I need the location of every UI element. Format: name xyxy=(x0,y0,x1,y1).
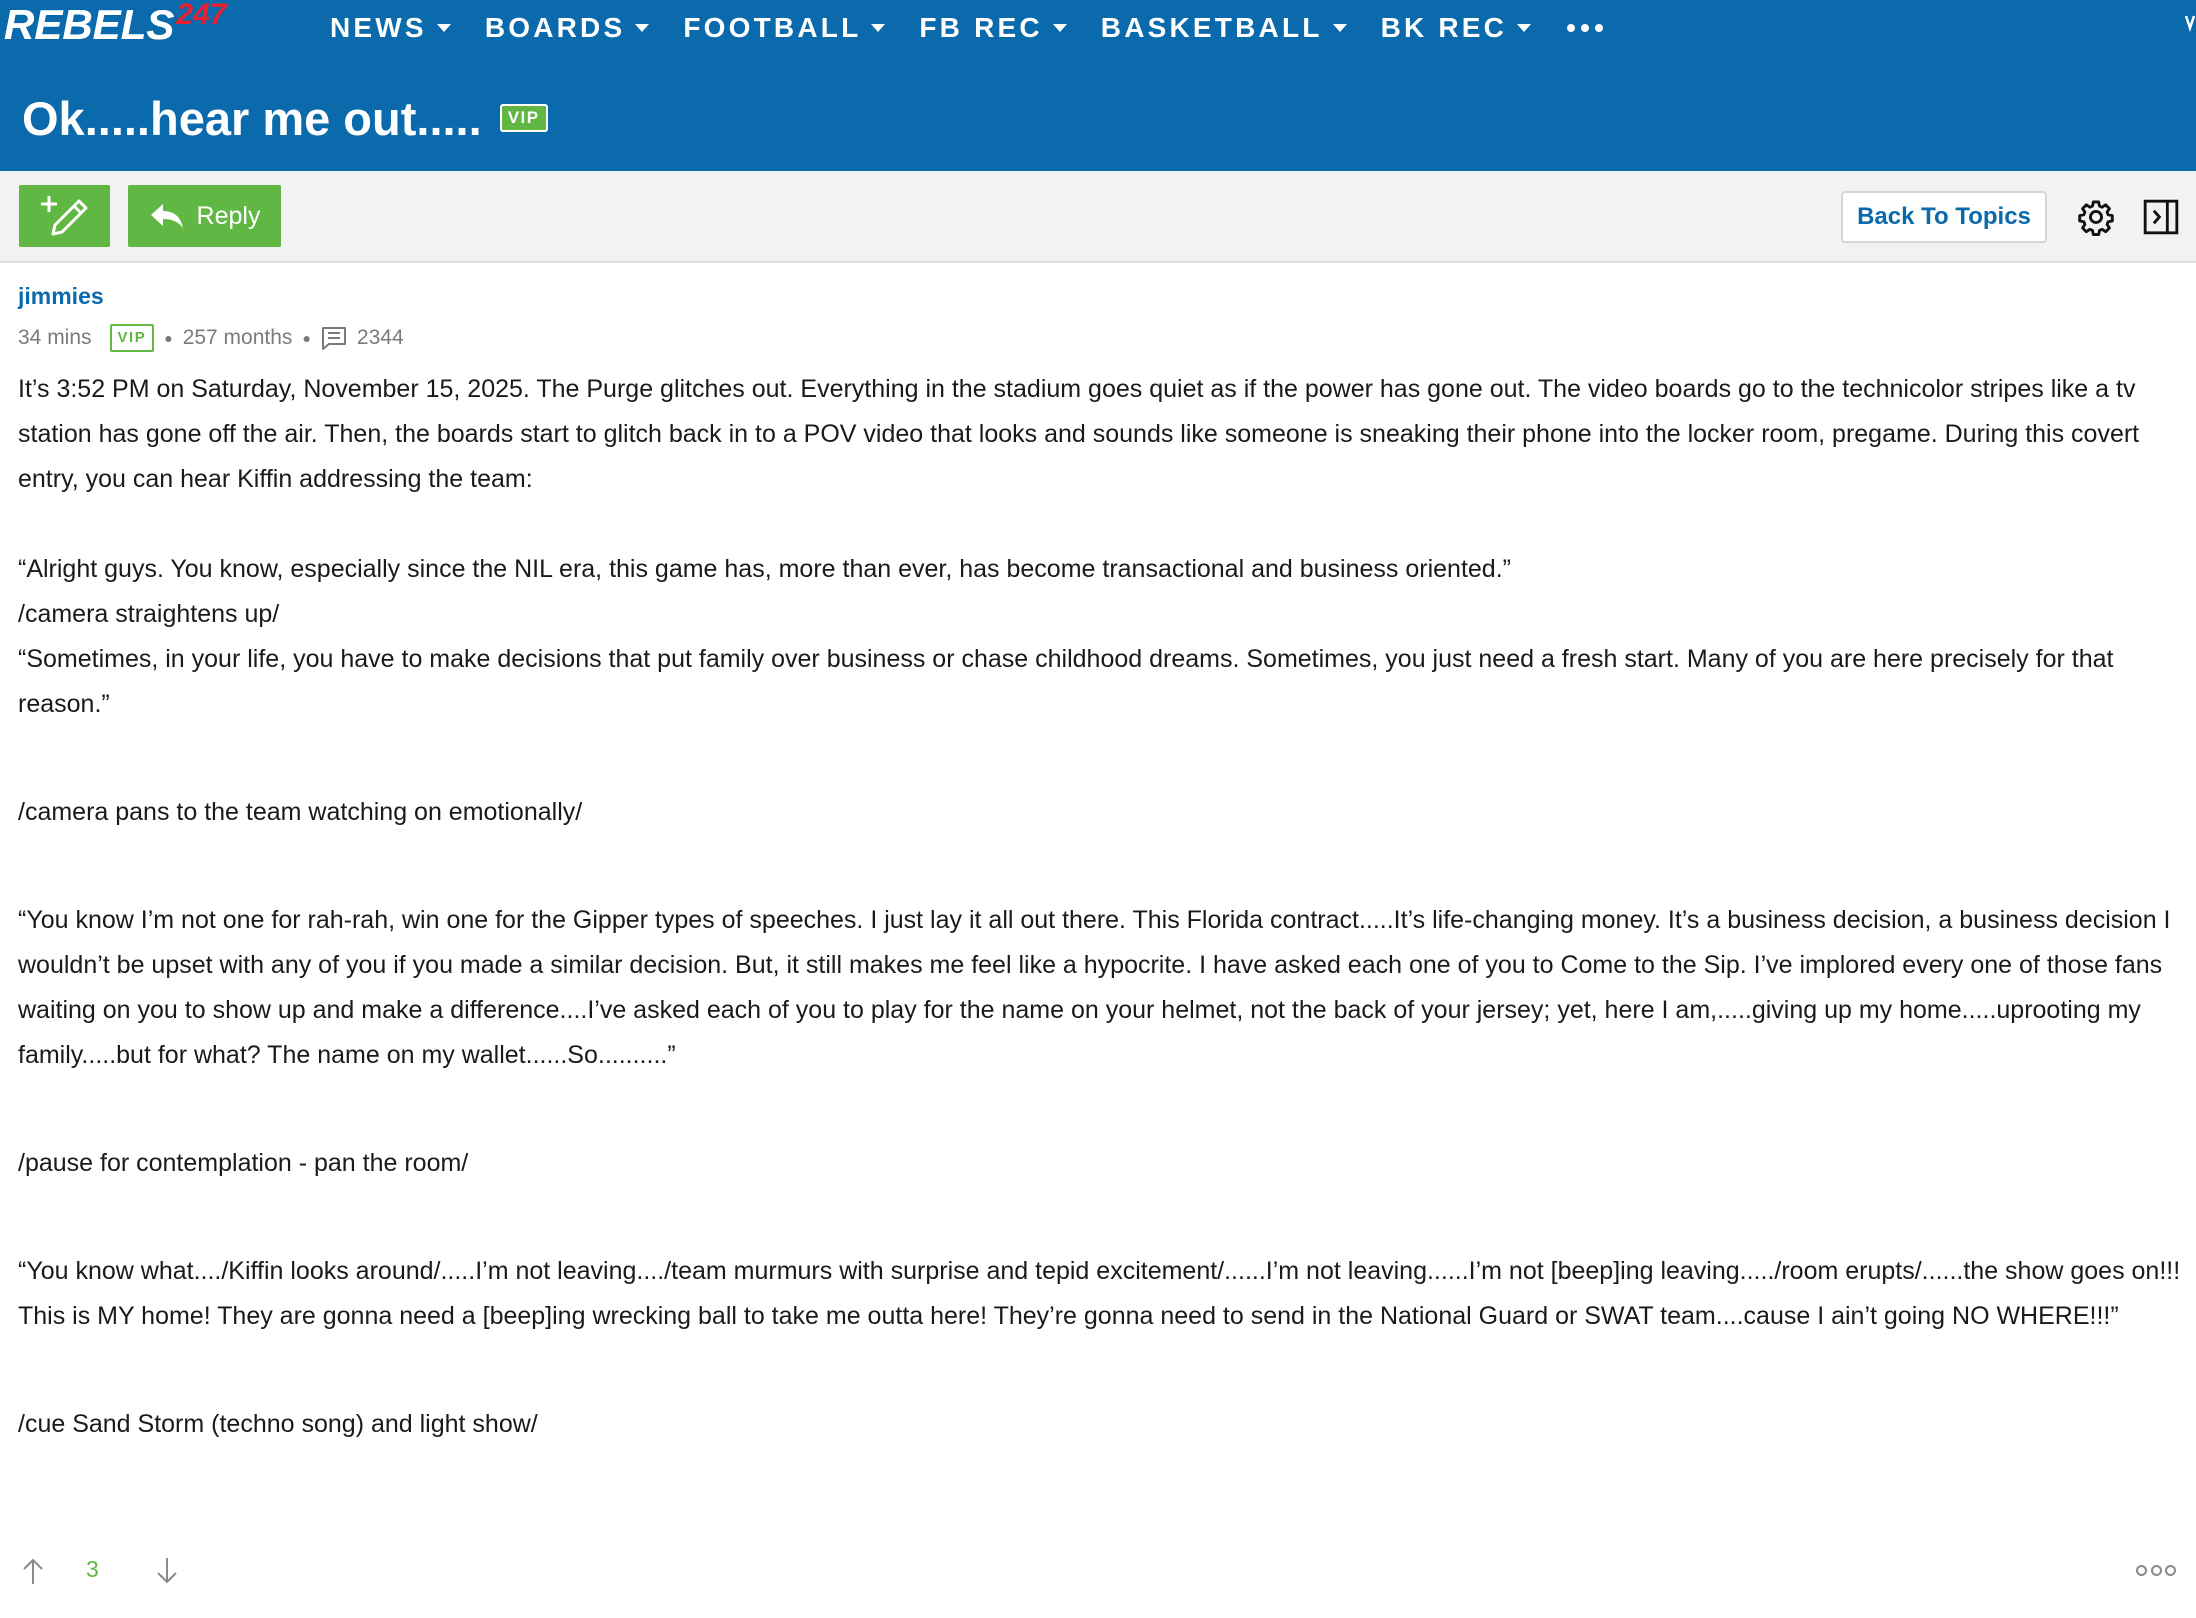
caret-down-icon xyxy=(1333,24,1347,32)
reply-arrow-icon xyxy=(149,202,185,230)
post-paragraph: “Alright guys. You know, especially since the NIL era, this game has, more than ever, has become transactional and business oriented.” xyxy=(18,555,1511,583)
settings-button[interactable] xyxy=(2072,193,2120,241)
site-header xyxy=(0,0,2196,171)
gear-icon xyxy=(2077,198,2115,236)
nav-item-label: BASKETBALL xyxy=(1100,12,1323,43)
post-count: 2344 xyxy=(356,326,404,349)
more-dots-icon[interactable] xyxy=(1567,24,1603,32)
nav-item-label: NEWS xyxy=(330,12,427,43)
post-paragraph: “You know I’m not one for rah-rah, win one for the Gipper types of speeches. I just lay it all out there. This Florida contract.....It’s life-changing money. It’s a business decision, a business decision I wouldn’t be upset with any of you if you made a similar decision. But, it still makes me feel like a hypocrite. I have asked each one of you to Come to the Sip. I’ve implored every one of those fans waiting on you to show up and make a difference....I’ve asked each of you to play for the name on your helmet, not the back of your jersey; yet, here I am,.....giving up my home.....uprooting my family.....but for what? The name on my wallet......So..........” xyxy=(18,906,2171,1069)
site-logo[interactable] xyxy=(4,2,226,48)
caret-down-icon xyxy=(1053,24,1067,32)
back-to-topics-button[interactable]: Back To Topics xyxy=(1841,191,2047,243)
post-paragraph: “You know what..../Kiffin looks around/.....I’m not leaving..../team murmurs with surprise and tepid excitement/......I’m not leaving......I’m not [beep]ing leaving...../room erupts/......the show goes on!!! This is MY home! They are gonna need a [beep]ing wrecking ball to take me outta here! They’re gonna need to send in the National Guard or SWAT team....cause I ain’t going NO WHERE!!!” xyxy=(18,1257,2181,1330)
nav-item-label: FB REC xyxy=(919,12,1043,43)
nav-item-label: FOOTBALL xyxy=(683,12,862,43)
nav-item-bk-rec[interactable] xyxy=(1381,12,1532,44)
reply-button[interactable] xyxy=(128,185,281,247)
thread-title-row xyxy=(22,88,548,148)
member-duration: 257 months xyxy=(182,326,293,349)
post-paragraph: /cue Sand Storm (techno song) and light show/ xyxy=(18,1410,538,1438)
nav-item-label: BK REC xyxy=(1380,12,1508,43)
downvote-arrow-icon xyxy=(156,1557,178,1585)
nav-item-fb-rec[interactable] xyxy=(919,12,1066,44)
logo-text: REBELS xyxy=(4,1,175,48)
caret-down-icon xyxy=(437,24,451,32)
upvote-button[interactable] xyxy=(20,1554,46,1588)
nav-item-football[interactable] xyxy=(683,12,885,44)
upvote-arrow-icon xyxy=(22,1557,44,1585)
nav-item-boards[interactable] xyxy=(485,12,650,44)
post-paragraph: /camera straightens up/ xyxy=(18,600,280,628)
sidebar-toggle-button[interactable] xyxy=(2137,193,2185,241)
more-options-icon[interactable] xyxy=(2136,1558,2176,1582)
nav-item-basketball[interactable] xyxy=(1101,12,1347,44)
nav-item-label: BOARDS xyxy=(484,12,626,43)
vip-badge: VIP xyxy=(500,104,548,132)
sidebar-toggle-icon xyxy=(2142,198,2180,236)
caret-down-icon xyxy=(1517,24,1531,32)
main-nav xyxy=(330,4,1603,52)
post-author[interactable]: jimmies xyxy=(18,283,104,309)
vip-badge: VIP xyxy=(110,324,155,352)
new-topic-pencil-icon xyxy=(39,192,91,240)
caret-down-icon xyxy=(635,24,649,32)
vote-count: 3 xyxy=(86,1556,99,1582)
new-topic-button[interactable] xyxy=(19,185,110,247)
post-body xyxy=(18,367,2182,1447)
separator-dot: ● xyxy=(302,330,311,346)
post-paragraph: “Sometimes, in your life, you have to make decisions that put family over business or chase childhood dreams. Sometimes, you just need a fresh start. Many of you are here precisely for that reason.” xyxy=(18,645,2114,718)
nav-item-news[interactable] xyxy=(330,12,451,44)
caret-down-icon xyxy=(871,24,885,32)
post-paragraph: /camera pans to the team watching on emotionally/ xyxy=(18,798,583,826)
page-title: Ok.....hear me out..... xyxy=(22,91,482,145)
reply-label: Reply xyxy=(196,201,261,230)
separator-dot: ● xyxy=(164,330,173,346)
thread-toolbar xyxy=(0,171,2196,263)
comment-icon xyxy=(321,326,347,350)
downvote-button[interactable] xyxy=(154,1554,180,1588)
post-meta xyxy=(18,323,404,353)
chevron-down-icon[interactable] xyxy=(2184,6,2196,36)
post-paragraph: It’s 3:52 PM on Saturday, November 15, 2025. The Purge glitches out. Everything in the stadium goes quiet as if the power has gone out. The video boards go to the technicolor stripes like a tv station has gone off the air. Then, the boards start to glitch back in to a POV video that looks and sounds like someone is sneaking their phone into the locker room, pregame. During this covert entry, you can hear Kiffin addressing the team: xyxy=(18,375,2140,493)
post-paragraph: /pause for contemplation - pan the room/ xyxy=(18,1149,469,1177)
post-time: 34 mins xyxy=(18,326,92,349)
logo-number: 247 xyxy=(176,0,227,31)
forum-post xyxy=(0,263,2196,1618)
